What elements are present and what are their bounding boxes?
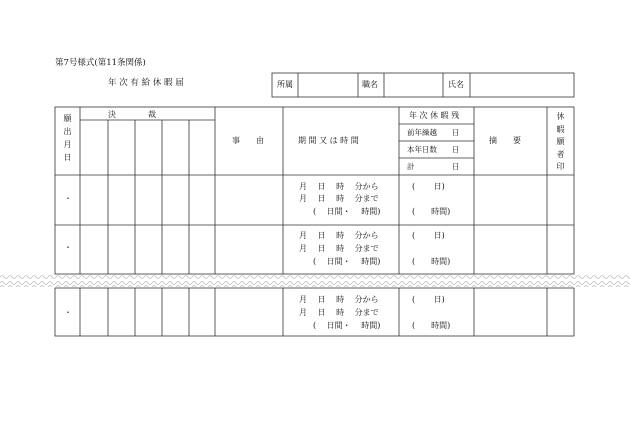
- header-reason: 事 由: [232, 136, 264, 145]
- date-mark: ・: [64, 243, 72, 252]
- balance-hours: ( 時間): [412, 207, 451, 216]
- date-mark: ・: [64, 194, 72, 203]
- balance-days: ( 日): [412, 231, 445, 240]
- balance-days: ( 日): [412, 182, 445, 191]
- period-to: 月 日 時 分まで: [299, 194, 379, 203]
- date-mark: ・: [64, 308, 72, 317]
- header-balance-carried: 前年繰越 日: [407, 128, 460, 137]
- header-period: 期 間 又 は 時 間: [298, 136, 359, 145]
- period-from: 月 日 時 分から: [299, 182, 379, 191]
- header-approval: 決 裁: [108, 110, 156, 119]
- header-balance-current: 本年日数 日: [407, 145, 460, 154]
- balance-hours: ( 時間): [412, 321, 451, 330]
- header-seal: 休 暇 願 者 印: [556, 112, 565, 171]
- name-label: 氏名: [448, 80, 464, 89]
- period-duration: ( 日間・ 時間): [313, 207, 381, 216]
- header-balance-title: 年 次 休 暇 残: [409, 111, 460, 120]
- balance-days: ( 日): [412, 295, 445, 304]
- period-from: 月 日 時 分から: [299, 295, 379, 304]
- office-field[interactable]: [299, 74, 357, 96]
- continuation-break: [0, 275, 630, 287]
- header-remarks: 摘 要: [489, 136, 521, 145]
- header-balance-total: 計 日: [407, 162, 460, 171]
- period-from: 月 日 時 分から: [299, 231, 379, 240]
- name-field[interactable]: [471, 74, 573, 96]
- period-duration: ( 日間・ 時間): [313, 321, 381, 330]
- period-duration: ( 日間・ 時間): [313, 257, 381, 266]
- period-to: 月 日 時 分まで: [299, 244, 379, 253]
- position-field[interactable]: [385, 74, 442, 96]
- office-label: 所属: [277, 80, 293, 89]
- balance-hours: ( 時間): [412, 257, 451, 266]
- form-number: 第7号様式(第11条関係): [55, 58, 146, 68]
- header-request-date: 願 出 月 日: [63, 114, 72, 162]
- period-to: 月 日 時 分まで: [299, 308, 379, 317]
- form-title: 年 次 有 給 休 暇 届: [108, 78, 184, 88]
- position-label: 職名: [362, 80, 378, 89]
